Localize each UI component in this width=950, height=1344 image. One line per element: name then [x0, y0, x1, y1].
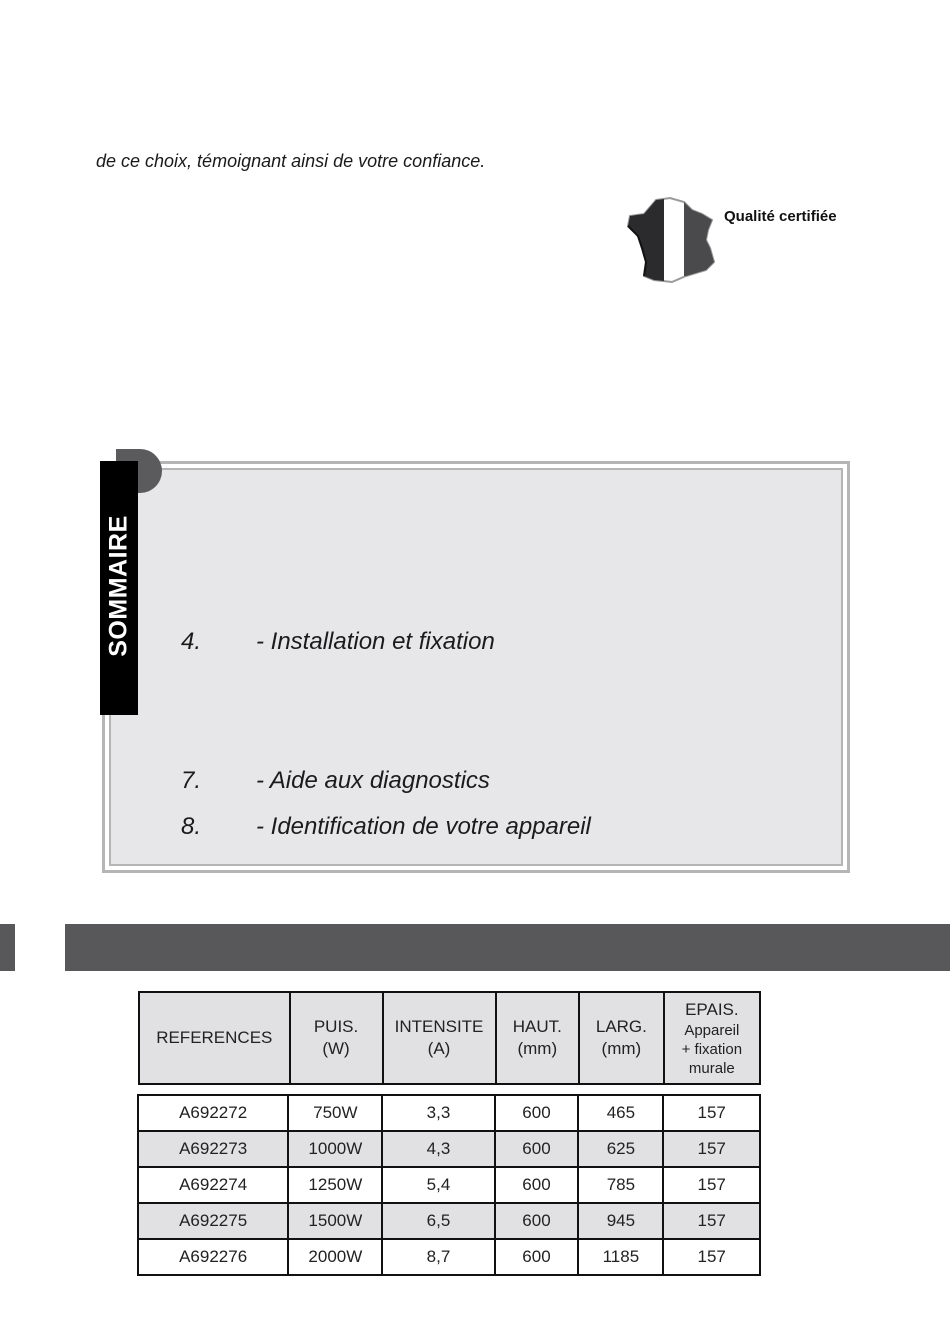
toc-label: - Installation et fixation	[256, 628, 495, 655]
cell-puissance: 1250W	[288, 1167, 382, 1203]
sommaire-panel	[102, 461, 850, 873]
header-intensite: INTENSITE (A)	[383, 992, 496, 1084]
cell-reference: A692275	[138, 1203, 288, 1239]
cell-largeur: 625	[578, 1131, 663, 1167]
cell-largeur: 945	[578, 1203, 663, 1239]
table-row	[138, 1167, 760, 1203]
cell-puissance: 1000W	[288, 1131, 382, 1167]
cell-puissance: 1500W	[288, 1203, 382, 1239]
table-row	[138, 1203, 760, 1239]
toc-label: - Aide aux diagnostics	[256, 767, 490, 794]
header-puissance: PUIS. (W)	[290, 992, 383, 1084]
spec-table-body	[137, 1094, 761, 1276]
spec-table-header	[138, 991, 761, 1085]
table-row	[138, 1095, 760, 1131]
cell-hauteur: 600	[495, 1203, 579, 1239]
sommaire-title: SOMMAIRE	[104, 515, 133, 657]
cell-intensite: 3,3	[382, 1095, 494, 1131]
toc-number: 7.	[181, 767, 202, 794]
cell-reference: A692276	[138, 1239, 288, 1275]
table-row	[138, 1239, 760, 1275]
cell-epaisseur: 157	[663, 1203, 760, 1239]
cell-puissance: 2000W	[288, 1239, 382, 1275]
cell-hauteur: 600	[495, 1131, 579, 1167]
cell-puissance: 750W	[288, 1095, 382, 1131]
cell-reference: A692272	[138, 1095, 288, 1131]
table-row	[138, 1131, 760, 1167]
cell-largeur: 465	[578, 1095, 663, 1131]
cell-reference: A692273	[138, 1131, 288, 1167]
cell-largeur: 1185	[578, 1239, 663, 1275]
france-map-icon	[626, 196, 722, 286]
toc-number: 4.	[181, 628, 202, 655]
header-references: REFERENCES	[139, 992, 290, 1084]
intro-text: de ce choix, témoignant ainsi de votre confiance.	[96, 151, 486, 171]
sommaire-title-wrap	[100, 461, 138, 715]
cell-intensite: 8,7	[382, 1239, 494, 1275]
quality-badge	[626, 196, 866, 286]
toc-label: - Identification de votre appareil	[256, 813, 591, 840]
header-epaisseur: EPAIS. Appareil + fixation murale	[664, 992, 760, 1084]
quality-label: Qualité certifiée	[724, 208, 837, 225]
cell-intensite: 5,4	[382, 1167, 494, 1203]
section-header-band	[65, 924, 950, 971]
cell-reference: A692274	[138, 1167, 288, 1203]
cell-hauteur: 600	[495, 1095, 579, 1131]
toc-item-identification	[181, 813, 591, 841]
toc-item-diagnostics	[181, 767, 490, 795]
toc-item-installation	[181, 628, 495, 656]
cell-intensite: 6,5	[382, 1203, 494, 1239]
cell-epaisseur: 157	[663, 1239, 760, 1275]
header-largeur: LARG. (mm)	[579, 992, 664, 1084]
toc-number: 8.	[181, 813, 202, 840]
header-hauteur: HAUT. (mm)	[496, 992, 580, 1084]
cell-epaisseur: 157	[663, 1095, 760, 1131]
cell-hauteur: 600	[495, 1239, 579, 1275]
cell-largeur: 785	[578, 1167, 663, 1203]
cell-epaisseur: 157	[663, 1131, 760, 1167]
sommaire-panel-inner	[109, 468, 843, 866]
cell-epaisseur: 157	[663, 1167, 760, 1203]
cell-intensite: 4,3	[382, 1131, 494, 1167]
cell-hauteur: 600	[495, 1167, 579, 1203]
section-marker	[0, 924, 15, 971]
